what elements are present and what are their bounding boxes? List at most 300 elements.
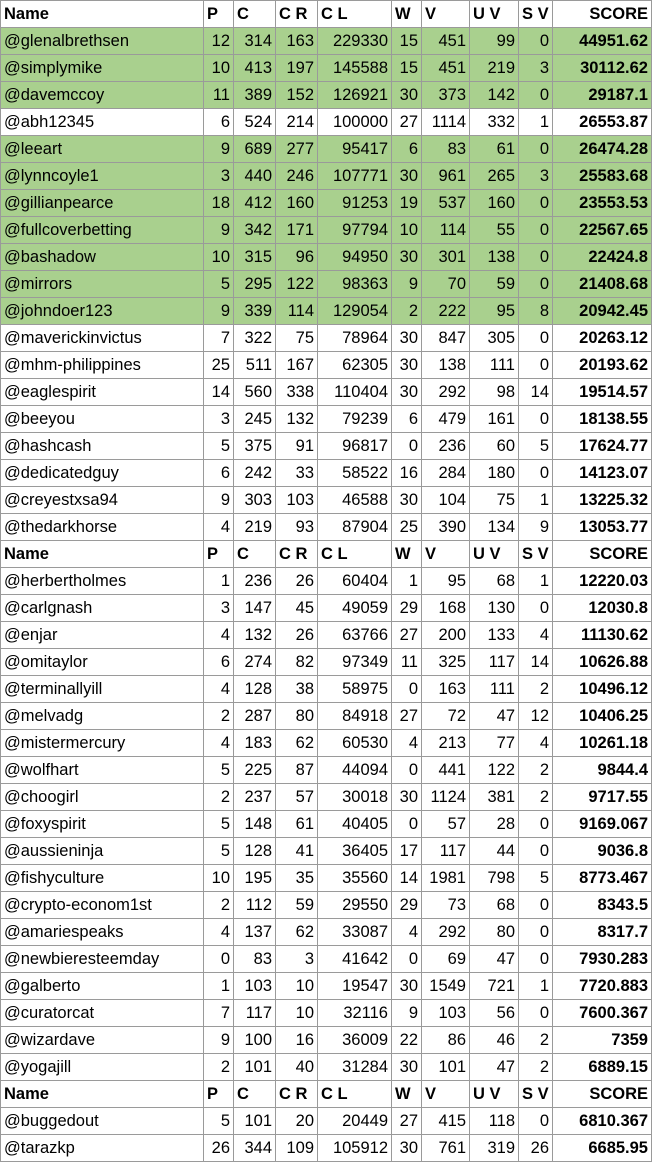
cell-cl: 29550: [318, 892, 392, 919]
cell-p: 3: [204, 406, 234, 433]
cell-v: 222: [422, 298, 470, 325]
table-row: [1, 298, 652, 325]
cell-cr: 96: [276, 244, 318, 271]
table-row: [1, 649, 652, 676]
cell-uv: 111: [470, 676, 519, 703]
cell-cl: 31284: [318, 1054, 392, 1081]
cell-score: 7930.283: [553, 946, 652, 973]
cell-name: @glenalbrethsen: [1, 28, 204, 55]
cell-uv: 47: [470, 703, 519, 730]
cell-name: @buggedout: [1, 1108, 204, 1135]
header-w: W: [392, 541, 422, 568]
table-row: [1, 676, 652, 703]
cell-c: 132: [234, 622, 276, 649]
cell-cr: 109: [276, 1135, 318, 1162]
cell-v: 847: [422, 325, 470, 352]
cell-w: 30: [392, 379, 422, 406]
cell-uv: 111: [470, 352, 519, 379]
table-row: [1, 784, 652, 811]
cell-w: 9: [392, 1000, 422, 1027]
cell-cr: 57: [276, 784, 318, 811]
cell-c: 413: [234, 55, 276, 82]
table-row: [1, 190, 652, 217]
cell-w: 30: [392, 325, 422, 352]
cell-cl: 36009: [318, 1027, 392, 1054]
table-row: [1, 703, 652, 730]
cell-sv: 0: [519, 892, 553, 919]
cell-v: 1981: [422, 865, 470, 892]
cell-sv: 0: [519, 838, 553, 865]
cell-v: 761: [422, 1135, 470, 1162]
table-row: [1, 352, 652, 379]
cell-v: 961: [422, 163, 470, 190]
cell-uv: 68: [470, 568, 519, 595]
cell-c: 274: [234, 649, 276, 676]
cell-c: 112: [234, 892, 276, 919]
cell-name: @leeart: [1, 136, 204, 163]
cell-sv: 14: [519, 379, 553, 406]
cell-name: @mistermercury: [1, 730, 204, 757]
table-row: [1, 271, 652, 298]
cell-uv: 98: [470, 379, 519, 406]
cell-cr: 26: [276, 568, 318, 595]
cell-cr: 80: [276, 703, 318, 730]
cell-c: 100: [234, 1027, 276, 1054]
cell-cr: 82: [276, 649, 318, 676]
cell-score: 10406.25: [553, 703, 652, 730]
cell-p: 18: [204, 190, 234, 217]
cell-score: 23553.53: [553, 190, 652, 217]
cell-c: 339: [234, 298, 276, 325]
header-sv: S V: [519, 1081, 553, 1108]
cell-v: 70: [422, 271, 470, 298]
cell-w: 0: [392, 946, 422, 973]
cell-score: 7600.367: [553, 1000, 652, 1027]
header-p: P: [204, 541, 234, 568]
cell-w: 30: [392, 1135, 422, 1162]
cell-p: 6: [204, 109, 234, 136]
header-row: [1, 541, 652, 568]
table-body: [1, 1, 652, 1162]
cell-w: 16: [392, 460, 422, 487]
cell-w: 4: [392, 919, 422, 946]
cell-score: 25583.68: [553, 163, 652, 190]
cell-w: 14: [392, 865, 422, 892]
header-name: Name: [1, 1, 204, 28]
cell-sv: 8: [519, 298, 553, 325]
header-score: SCORE: [553, 541, 652, 568]
cell-cl: 110404: [318, 379, 392, 406]
cell-uv: 133: [470, 622, 519, 649]
cell-cr: 33: [276, 460, 318, 487]
cell-sv: 0: [519, 1108, 553, 1135]
table-row: [1, 568, 652, 595]
cell-score: 20193.62: [553, 352, 652, 379]
cell-cr: 26: [276, 622, 318, 649]
cell-p: 2: [204, 703, 234, 730]
header-c: C: [234, 541, 276, 568]
cell-v: 373: [422, 82, 470, 109]
cell-w: 27: [392, 703, 422, 730]
cell-w: 15: [392, 28, 422, 55]
cell-cr: 87: [276, 757, 318, 784]
cell-cl: 91253: [318, 190, 392, 217]
cell-score: 29187.1: [553, 82, 652, 109]
cell-sv: 0: [519, 811, 553, 838]
cell-p: 9: [204, 298, 234, 325]
table-row: [1, 217, 652, 244]
cell-w: 30: [392, 973, 422, 1000]
cell-c: 148: [234, 811, 276, 838]
cell-score: 12030.8: [553, 595, 652, 622]
table-row: [1, 487, 652, 514]
cell-cl: 105912: [318, 1135, 392, 1162]
cell-w: 15: [392, 55, 422, 82]
cell-name: @aussieninja: [1, 838, 204, 865]
cell-sv: 1: [519, 568, 553, 595]
cell-name: @davemccoy: [1, 82, 204, 109]
cell-name: @dedicatedguy: [1, 460, 204, 487]
cell-w: 0: [392, 757, 422, 784]
cell-cr: 91: [276, 433, 318, 460]
cell-w: 30: [392, 244, 422, 271]
cell-sv: 1: [519, 109, 553, 136]
cell-sv: 0: [519, 82, 553, 109]
cell-score: 30112.62: [553, 55, 652, 82]
cell-c: 287: [234, 703, 276, 730]
cell-cr: 171: [276, 217, 318, 244]
cell-v: 72: [422, 703, 470, 730]
cell-p: 4: [204, 514, 234, 541]
table-row: [1, 460, 652, 487]
cell-name: @galberto: [1, 973, 204, 1000]
cell-score: 22424.8: [553, 244, 652, 271]
cell-cl: 20449: [318, 1108, 392, 1135]
cell-uv: 265: [470, 163, 519, 190]
cell-uv: 219: [470, 55, 519, 82]
cell-sv: 0: [519, 244, 553, 271]
cell-v: 537: [422, 190, 470, 217]
cell-w: 27: [392, 109, 422, 136]
table-row: [1, 379, 652, 406]
table-row: [1, 109, 652, 136]
cell-cr: 38: [276, 676, 318, 703]
cell-c: 103: [234, 973, 276, 1000]
cell-p: 25: [204, 352, 234, 379]
cell-cr: 214: [276, 109, 318, 136]
cell-sv: 0: [519, 946, 553, 973]
cell-name: @wizardave: [1, 1027, 204, 1054]
cell-v: 284: [422, 460, 470, 487]
cell-v: 292: [422, 919, 470, 946]
cell-cr: 62: [276, 730, 318, 757]
cell-name: @johndoer123: [1, 298, 204, 325]
cell-w: 0: [392, 811, 422, 838]
cell-uv: 56: [470, 1000, 519, 1027]
cell-cr: 246: [276, 163, 318, 190]
cell-uv: 44: [470, 838, 519, 865]
header-v: V: [422, 1, 470, 28]
cell-uv: 161: [470, 406, 519, 433]
cell-name: @curatorcat: [1, 1000, 204, 1027]
cell-c: 689: [234, 136, 276, 163]
cell-score: 6685.95: [553, 1135, 652, 1162]
cell-c: 128: [234, 676, 276, 703]
cell-c: 524: [234, 109, 276, 136]
cell-c: 219: [234, 514, 276, 541]
cell-sv: 2: [519, 784, 553, 811]
cell-name: @newbieresteemday: [1, 946, 204, 973]
cell-sv: 2: [519, 1054, 553, 1081]
header-c: C: [234, 1, 276, 28]
cell-name: @omitaylor: [1, 649, 204, 676]
cell-w: 30: [392, 784, 422, 811]
cell-w: 2: [392, 298, 422, 325]
cell-v: 236: [422, 433, 470, 460]
cell-cr: 3: [276, 946, 318, 973]
cell-cl: 58522: [318, 460, 392, 487]
cell-uv: 28: [470, 811, 519, 838]
cell-w: 29: [392, 595, 422, 622]
cell-name: @hashcash: [1, 433, 204, 460]
cell-p: 2: [204, 1054, 234, 1081]
cell-c: 147: [234, 595, 276, 622]
cell-sv: 14: [519, 649, 553, 676]
cell-score: 8343.5: [553, 892, 652, 919]
cell-p: 26: [204, 1135, 234, 1162]
table-row: [1, 1054, 652, 1081]
cell-uv: 80: [470, 919, 519, 946]
cell-v: 168: [422, 595, 470, 622]
table-row: [1, 433, 652, 460]
cell-cr: 41: [276, 838, 318, 865]
cell-score: 20942.45: [553, 298, 652, 325]
cell-score: 18138.55: [553, 406, 652, 433]
cell-v: 479: [422, 406, 470, 433]
cell-cr: 122: [276, 271, 318, 298]
header-name: Name: [1, 1081, 204, 1108]
cell-uv: 47: [470, 1054, 519, 1081]
cell-score: 9844.4: [553, 757, 652, 784]
cell-c: 440: [234, 163, 276, 190]
cell-cr: 277: [276, 136, 318, 163]
cell-v: 73: [422, 892, 470, 919]
cell-uv: 68: [470, 892, 519, 919]
cell-p: 6: [204, 649, 234, 676]
cell-score: 9169.067: [553, 811, 652, 838]
cell-name: @tarazkp: [1, 1135, 204, 1162]
cell-w: 29: [392, 892, 422, 919]
cell-uv: 160: [470, 190, 519, 217]
cell-v: 1124: [422, 784, 470, 811]
cell-p: 9: [204, 1027, 234, 1054]
table-row: [1, 622, 652, 649]
cell-c: 83: [234, 946, 276, 973]
cell-p: 3: [204, 163, 234, 190]
cell-name: @fishyculture: [1, 865, 204, 892]
cell-score: 8773.467: [553, 865, 652, 892]
cell-sv: 0: [519, 919, 553, 946]
table-row: [1, 136, 652, 163]
header-w: W: [392, 1081, 422, 1108]
cell-sv: 0: [519, 28, 553, 55]
cell-c: 375: [234, 433, 276, 460]
cell-cl: 60404: [318, 568, 392, 595]
cell-sv: 2: [519, 1027, 553, 1054]
cell-p: 9: [204, 136, 234, 163]
cell-c: 236: [234, 568, 276, 595]
cell-cr: 114: [276, 298, 318, 325]
cell-v: 301: [422, 244, 470, 271]
table-row: [1, 946, 652, 973]
header-cr: C R: [276, 1081, 318, 1108]
cell-sv: 0: [519, 352, 553, 379]
cell-name: @herbertholmes: [1, 568, 204, 595]
cell-w: 17: [392, 838, 422, 865]
cell-cl: 107771: [318, 163, 392, 190]
cell-v: 200: [422, 622, 470, 649]
header-cr: C R: [276, 541, 318, 568]
cell-score: 17624.77: [553, 433, 652, 460]
cell-uv: 319: [470, 1135, 519, 1162]
cell-p: 10: [204, 55, 234, 82]
cell-cl: 96817: [318, 433, 392, 460]
cell-name: @melvadg: [1, 703, 204, 730]
table-row: [1, 1027, 652, 1054]
cell-uv: 305: [470, 325, 519, 352]
cell-c: 225: [234, 757, 276, 784]
table-row: [1, 757, 652, 784]
cell-p: 11: [204, 82, 234, 109]
cell-v: 138: [422, 352, 470, 379]
cell-c: 101: [234, 1108, 276, 1135]
cell-c: 560: [234, 379, 276, 406]
table-row: [1, 1000, 652, 1027]
header-name: Name: [1, 541, 204, 568]
cell-name: @thedarkhorse: [1, 514, 204, 541]
cell-name: @bashadow: [1, 244, 204, 271]
cell-score: 13053.77: [553, 514, 652, 541]
cell-cl: 95417: [318, 136, 392, 163]
cell-cl: 49059: [318, 595, 392, 622]
cell-w: 19: [392, 190, 422, 217]
cell-cl: 62305: [318, 352, 392, 379]
cell-score: 14123.07: [553, 460, 652, 487]
cell-score: 26474.28: [553, 136, 652, 163]
header-p: P: [204, 1, 234, 28]
cell-w: 30: [392, 1054, 422, 1081]
cell-cr: 152: [276, 82, 318, 109]
cell-sv: 4: [519, 622, 553, 649]
cell-p: 10: [204, 244, 234, 271]
cell-v: 415: [422, 1108, 470, 1135]
cell-c: 195: [234, 865, 276, 892]
cell-w: 10: [392, 217, 422, 244]
cell-uv: 142: [470, 82, 519, 109]
cell-sv: 0: [519, 1000, 553, 1027]
cell-name: @mhm-philippines: [1, 352, 204, 379]
cell-p: 7: [204, 325, 234, 352]
cell-cr: 75: [276, 325, 318, 352]
table-row: [1, 28, 652, 55]
cell-c: 511: [234, 352, 276, 379]
cell-w: 30: [392, 487, 422, 514]
cell-v: 1114: [422, 109, 470, 136]
cell-name: @abh12345: [1, 109, 204, 136]
table-row: [1, 919, 652, 946]
cell-c: 314: [234, 28, 276, 55]
cell-p: 9: [204, 487, 234, 514]
header-c: C: [234, 1081, 276, 1108]
cell-w: 30: [392, 352, 422, 379]
cell-sv: 5: [519, 865, 553, 892]
cell-sv: 1: [519, 973, 553, 1000]
cell-sv: 1: [519, 487, 553, 514]
cell-p: 5: [204, 271, 234, 298]
header-score: SCORE: [553, 1081, 652, 1108]
cell-name: @terminallyill: [1, 676, 204, 703]
cell-w: 6: [392, 136, 422, 163]
header-v: V: [422, 1081, 470, 1108]
cell-name: @creyestxsa94: [1, 487, 204, 514]
cell-p: 5: [204, 433, 234, 460]
cell-p: 14: [204, 379, 234, 406]
cell-p: 4: [204, 730, 234, 757]
cell-w: 0: [392, 676, 422, 703]
cell-w: 25: [392, 514, 422, 541]
cell-cl: 30018: [318, 784, 392, 811]
cell-sv: 3: [519, 55, 553, 82]
cell-sv: 4: [519, 730, 553, 757]
cell-uv: 130: [470, 595, 519, 622]
table-row: [1, 865, 652, 892]
cell-cl: 36405: [318, 838, 392, 865]
cell-cl: 84918: [318, 703, 392, 730]
cell-p: 5: [204, 811, 234, 838]
cell-score: 26553.87: [553, 109, 652, 136]
cell-cl: 129054: [318, 298, 392, 325]
cell-score: 44951.62: [553, 28, 652, 55]
cell-name: @yogajill: [1, 1054, 204, 1081]
cell-cl: 35560: [318, 865, 392, 892]
cell-c: 342: [234, 217, 276, 244]
cell-v: 1549: [422, 973, 470, 1000]
cell-cl: 98363: [318, 271, 392, 298]
cell-name: @enjar: [1, 622, 204, 649]
cell-p: 0: [204, 946, 234, 973]
cell-w: 22: [392, 1027, 422, 1054]
header-row: [1, 1081, 652, 1108]
cell-c: 303: [234, 487, 276, 514]
table-row: [1, 55, 652, 82]
cell-uv: 332: [470, 109, 519, 136]
header-sv: S V: [519, 541, 553, 568]
cell-score: 7359: [553, 1027, 652, 1054]
cell-score: 10496.12: [553, 676, 652, 703]
cell-cl: 100000: [318, 109, 392, 136]
cell-v: 104: [422, 487, 470, 514]
cell-sv: 3: [519, 163, 553, 190]
cell-cr: 45: [276, 595, 318, 622]
table-row: [1, 730, 652, 757]
cell-sv: 2: [519, 757, 553, 784]
cell-cl: 63766: [318, 622, 392, 649]
cell-p: 2: [204, 784, 234, 811]
cell-v: 441: [422, 757, 470, 784]
cell-cl: 145588: [318, 55, 392, 82]
header-uv: U V: [470, 541, 519, 568]
cell-p: 4: [204, 622, 234, 649]
